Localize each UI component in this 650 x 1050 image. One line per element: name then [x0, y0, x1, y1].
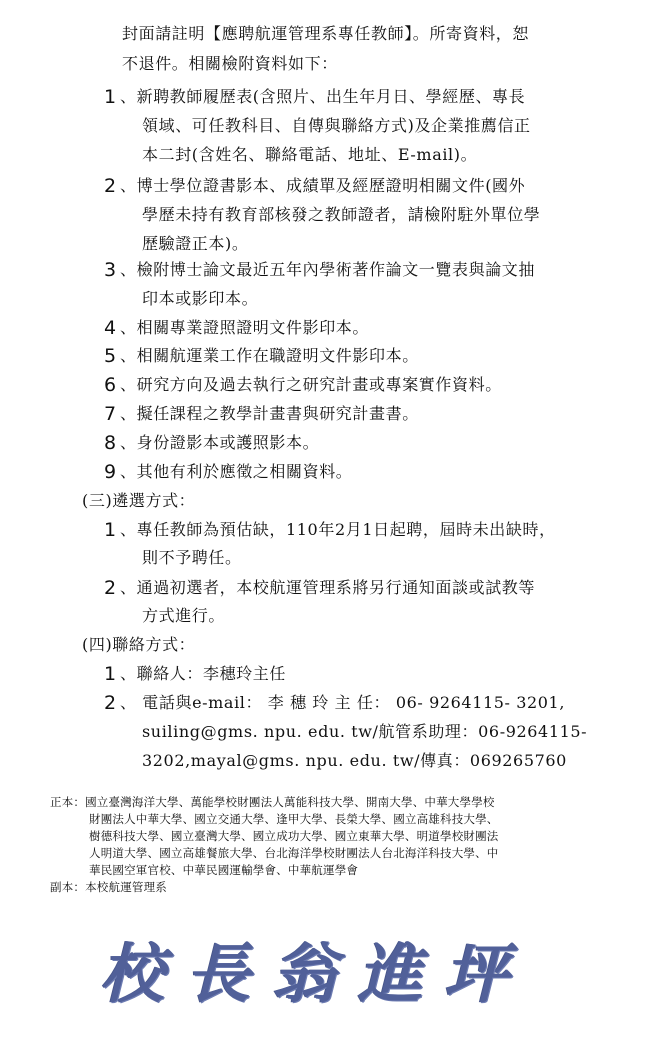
list-number: 2 [104, 577, 117, 599]
distribution-line: 樹德科技大學、國立臺灣大學、國立成功大學、國立東華大學、明道學校財團法 [89, 829, 499, 843]
section-heading: (四)聯絡方式： [82, 635, 196, 654]
list-item-line: 、聯絡人：李穗玲主任 [120, 664, 287, 683]
list-item-line: 學歷未持有教育部核發之教師證者，請檢附駐外單位學 [142, 205, 541, 224]
list-item-line: 印本或影印本。 [142, 289, 259, 308]
list-number: 7 [104, 403, 117, 425]
list-item-line: 、研究方向及過去執行之研究計畫或專案實作資料。 [120, 375, 502, 394]
list-item-line: 、相關專業證照證明文件影印本。 [120, 318, 370, 337]
list-item-line: 則不予聘任。 [142, 548, 242, 567]
list-item-line: 、身份證影本或護照影本。 [120, 433, 320, 452]
list-item-line: 、博士學位證書影本、成績單及經歷證明相關文件(國外 [120, 176, 526, 195]
distribution-line: 人明道大學、國立高雄餐旅大學、台北海洋學校財團法人台北海洋科技大學、中 [89, 846, 499, 860]
list-item-line: 、相關航運業工作在職證明文件影印本。 [120, 346, 419, 365]
distribution-line: 華民國空軍官校、中華民國運輸學會、中華航運學會 [89, 863, 359, 877]
president-signature [100, 925, 530, 1025]
distribution-line: 副本：本校航運管理系 [50, 880, 167, 894]
contact-email-line: suiling@gms. npu. edu. tw/航管系助理：06-9264115- [142, 722, 588, 741]
signature-text: 校長翁進坪 [100, 937, 530, 1012]
list-item-line: 、新聘教師履歷表(含照片、出生年月日、學經歷、專長 [120, 87, 526, 106]
list-number: 6 [104, 374, 117, 396]
intro-line: 不退件。相關檢附資料如下： [122, 54, 338, 73]
list-number: 2 [104, 692, 117, 714]
distribution-line: 財團法人中華大學、國立交通大學、逢甲大學、長榮大學、國立高雄科技大學、 [89, 812, 499, 826]
contact-fax-line: 3202,mayal@gms. npu. edu. tw/傳真：069265760 [142, 751, 567, 770]
list-item-line: 、專任教師為預估缺，110年2月1日起聘，屆時未出缺時， [120, 520, 556, 539]
list-number: 1 [104, 663, 117, 685]
list-number: 5 [104, 345, 117, 367]
list-number: 3 [104, 259, 117, 281]
distribution-line: 正本：國立臺灣海洋大學、萬能學校財團法人萬能科技大學、開南大學、中華大學學校 [50, 795, 495, 809]
list-number: 2 [104, 175, 117, 197]
list-number: 1 [104, 519, 117, 541]
list-number: 1 [104, 86, 117, 108]
section-heading: (三)遴選方式： [82, 491, 196, 510]
list-item-line: 方式進行。 [142, 606, 226, 625]
list-number: 8 [104, 432, 117, 454]
list-item-line: 、擬任課程之教學計畫書與研究計畫書。 [120, 404, 419, 423]
list-item-line: 、檢附博士論文最近五年內學術著作論文一覽表與論文抽 [120, 260, 536, 279]
list-item-line: 、通過初選者，本校航運管理系將另行通知面談或試教等 [120, 578, 536, 597]
intro-line: 封面請註明【應聘航運管理系專任教師】。所寄資料，恕 [122, 24, 530, 43]
list-item-line: 本二封(含姓名、聯絡電話、地址、E-mail)。 [142, 145, 478, 164]
list-number: 4 [104, 317, 117, 339]
list-item-line: 領域、可任教科目、自傳與聯絡方式)及企業推薦信正 [142, 116, 531, 135]
list-item-line: 、其他有利於應徵之相關資料。 [120, 462, 353, 481]
list-item-line: 歷驗證正本)。 [142, 234, 249, 253]
list-number: 9 [104, 461, 117, 483]
contact-phone-line: 、 電話與e-mail： 李 穗 玲 主 任： 06- 9264115- 3201, [120, 693, 566, 712]
